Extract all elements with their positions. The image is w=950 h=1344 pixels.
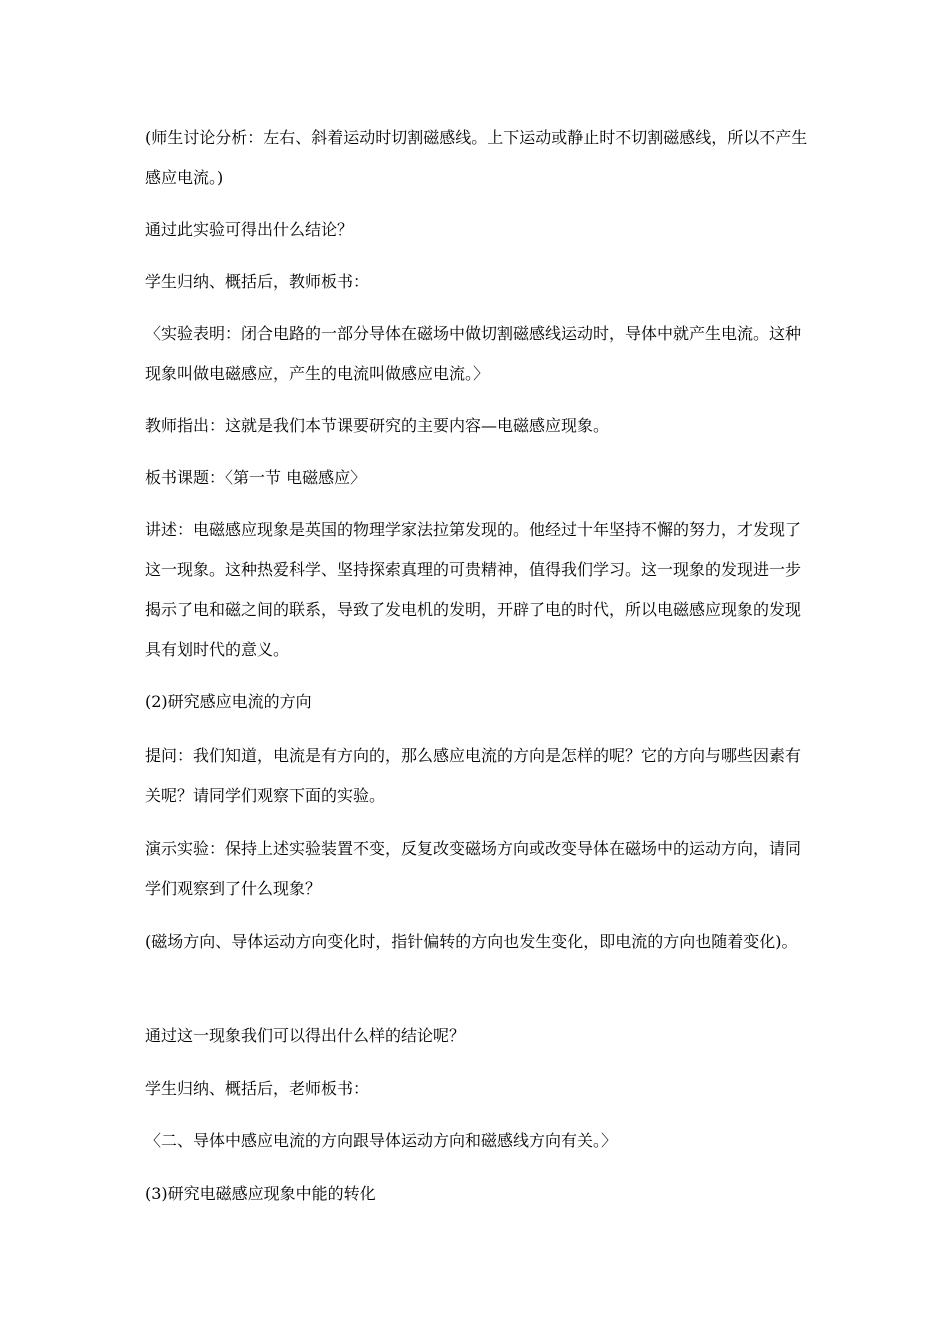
paragraph-teacher-blackboard: 学生归纳、概括后，老师板书：: [145, 1079, 370, 1098]
paragraph-teacher-points-out: 教师指出：这就是我们本节课要研究的主要内容—电磁感应现象。: [145, 416, 610, 435]
paragraph-lesson-title: 板书课题：〈第一节 电磁感应〉: [145, 468, 367, 487]
paragraph-student-summary: 学生归纳、概括后，教师板书：: [145, 272, 370, 291]
paragraph-demo-experiment: 演示实验：保持上述实验装置不变，反复改变磁场方向或改变导体在磁场中的运动方向，请同学们观察到了什么现象？: [145, 839, 802, 898]
paragraph-question-direction: 提问：我们知道，电流是有方向的，那么感应电流的方向是怎样的呢？它的方向与哪些因素有关呢？请同学们观察下面的实验。: [145, 746, 802, 805]
section-heading-energy-conversion: (3)研究电磁感应现象中能的转化: [145, 1184, 376, 1203]
paragraph-observation-result: (磁场方向、导体运动方向变化时，指针偏转的方向也发生变化，即电流的方向也随着变化)。: [145, 932, 798, 951]
paragraph-lecture-faraday: 讲述：电磁感应现象是英国的物理学家法拉第发现的。他经过十年坚持不懈的努力，才发现了这一现象。这种热爱科学、坚持探索真理的可贵精神，值得我们学习。这一现象的发现进一步揭示了电和磁之间的联系，导致了发电机的发明，开辟了电的时代，所以电磁感应现象的发现具有划时代的意义。: [145, 520, 802, 659]
section-heading-current-direction: (2)研究感应电流的方向: [145, 692, 312, 711]
paragraph-discussion-analysis: (师生讨论分析：左右、斜着运动时切割磁感线。上下运动或静止时不切割磁感线，所以不产生感应电流。): [145, 128, 808, 187]
paragraph-question-phenomenon: 通过这一现象我们可以得出什么样的结论呢？: [145, 1026, 466, 1045]
paragraph-question-conclusion: 通过此实验可得出什么结论？: [145, 220, 354, 239]
paragraph-direction-conclusion: 〈二、导体中感应电流的方向跟导体运动方向和磁感线方向有关。〉: [145, 1131, 618, 1150]
paragraph-experiment-result: 〈实验表明：闭合电路的一部分导体在磁场中做切割磁感线运动时，导体中就产生电流。这种现象叫做电磁感应，产生的电流叫做感应电流。〉: [145, 324, 802, 383]
